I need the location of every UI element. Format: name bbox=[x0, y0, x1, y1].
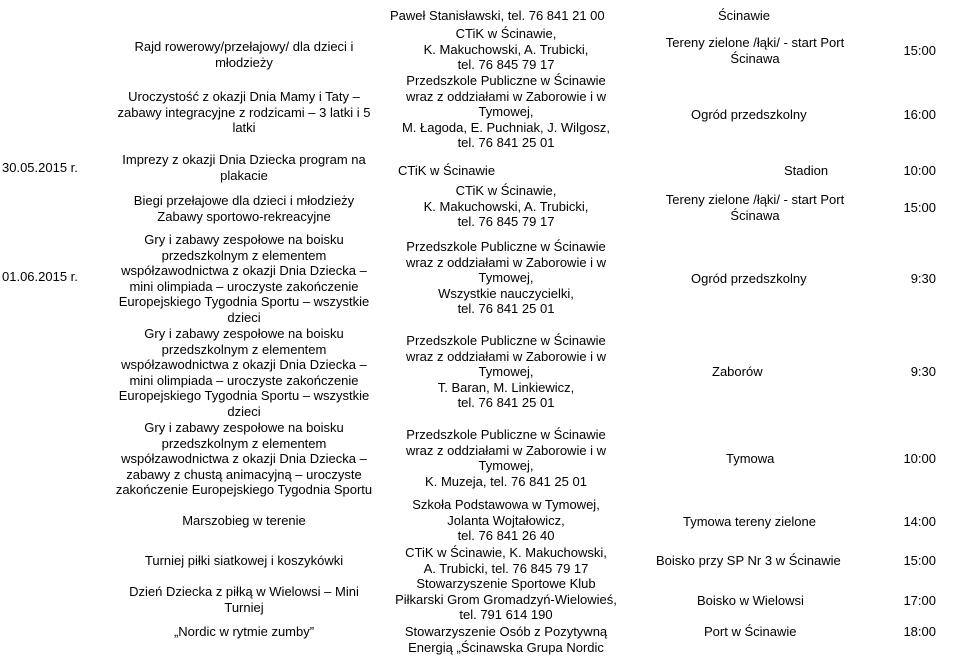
organizer-cell: CTiK w Ścinawie, K. Makuchowski, A. Trubicki, tel. 76 845 79 17 bbox=[423, 26, 589, 72]
event-cell: Imprezy z okazji Dnia Dziecka program na plakacie bbox=[122, 152, 366, 183]
time-cell: 10:00 bbox=[903, 163, 936, 178]
organizer-cell: Szkoła Podstawowa w Tymowej, Jolanta Wojtałowicz, tel. 76 841 26 40 bbox=[412, 497, 600, 543]
event-cell: Biegi przełajowe dla dzieci i młodzieży Zabawy sportowo-rekreacyjne bbox=[133, 193, 355, 224]
event-cell: Marszobieg w terenie bbox=[182, 513, 306, 528]
time-cell: 18:00 bbox=[903, 624, 936, 639]
organizer-cell: Przedszkole Publiczne w Ścinawie wraz z oddziałami w Zaborowie i w Tymowej, T. Baran, M. Linkiewicz, tel. 76 841 25 01 bbox=[405, 333, 607, 410]
organizer-cell: Stowarzyszenie Osób z Pozytywną Energią „Ścinawska Grupa Nordic bbox=[404, 624, 608, 655]
event-cell: Gry i zabawy zespołowe na boisku przedszkolnym z elementem współzawodnictwa z okazji Dnia Dziecka – mini olimpiada – uroczyste zakończenie Europejskiego Tygodnia Sportu – wszystkie dzieci bbox=[118, 232, 370, 325]
event-cell: Gry i zabawy zespołowe na boisku przedszkolnym z elementem współzawodnictwa z okazji Dnia Dziecka – mini olimpiada – uroczyste zakończenie Europejskiego Tygodnia Sportu – wszystkie dzieci bbox=[118, 326, 370, 419]
time-cell: 9:30 bbox=[910, 271, 936, 286]
place-cell: Tereny zielone /łąki/ - start Port Ścinawa bbox=[665, 192, 845, 223]
date-cell: 30.05.2015 r. bbox=[2, 160, 78, 175]
time-cell: 10:00 bbox=[903, 451, 936, 466]
place-cell: Tymowa bbox=[726, 451, 775, 466]
time-cell: 15:00 bbox=[903, 43, 936, 58]
place-cell: Boisko przy SP Nr 3 w Ścinawie bbox=[656, 553, 841, 568]
place-cell: Ogród przedszkolny bbox=[691, 107, 807, 122]
event-cell: Dzień Dziecka z piłką w Wielowsi – Mini Turniej bbox=[129, 584, 359, 615]
time-cell: 17:00 bbox=[903, 593, 936, 608]
place-cell: Tereny zielone /łąki/ - start Port Ścinawa bbox=[665, 35, 845, 66]
organizer-cell: Stowarzyszenie Sportowe Klub Piłkarski Grom Gromadzyń-Wielowieś, tel. 791 614 190 bbox=[395, 576, 617, 622]
place-cell: Zaborów bbox=[712, 364, 763, 379]
time-cell: 15:00 bbox=[903, 200, 936, 215]
organizer-cell: CTiK w Ścinawie bbox=[398, 163, 496, 178]
event-cell: Rajd rowerowy/przełajowy/ dla dzieci i młodzieży bbox=[134, 39, 354, 70]
date-cell: 01.06.2015 r. bbox=[2, 269, 78, 284]
place-cell: Stadion bbox=[784, 163, 829, 178]
place-cell: Tymowa tereny zielone bbox=[683, 514, 816, 529]
event-cell: „Nordic w rytmie zumby” bbox=[173, 624, 315, 639]
time-cell: 16:00 bbox=[903, 107, 936, 122]
organizer-cell: CTiK w Ścinawie, K. Makuchowski, A. Trubicki, tel. 76 845 79 17 bbox=[423, 183, 589, 229]
organizer-cell: CTiK w Ścinawie, K. Makuchowski, A. Trubicki, tel. 76 845 79 17 bbox=[405, 545, 607, 576]
event-cell: Gry i zabawy zespołowe na boisku przedszkolnym z elementem współzawodnictwa z okazji Dnia Dziecka – zabawy z chustą animacyjną – uroczyste zakończenie Europejskiego Tygodnia Sportu bbox=[115, 420, 373, 497]
time-cell: 15:00 bbox=[903, 553, 936, 568]
organizer-cell: Przedszkole Publiczne w Ścinawie wraz z oddziałami w Zaborowie i w Tymowej, M. Łagoda, E. Puchniak, J. Wilgosz, tel. 76 841 25 01 bbox=[401, 73, 611, 150]
place-cell: Boisko w Wielowsi bbox=[697, 593, 804, 608]
place-cell: Ścinawie bbox=[718, 8, 771, 23]
place-cell: Ogród przedszkolny bbox=[691, 271, 807, 286]
organizer-cell: Przedszkole Publiczne w Ścinawie wraz z oddziałami w Zaborowie i w Tymowej, Wszystkie nauczycielki, tel. 76 841 25 01 bbox=[405, 239, 607, 316]
organizer-cell: Przedszkole Publiczne w Ścinawie wraz z oddziałami w Zaborowie i w Tymowej, K. Muzeja, tel. 76 841 25 01 bbox=[405, 427, 607, 489]
time-cell: 9:30 bbox=[910, 364, 936, 379]
organizer-cell: Paweł Stanisławski, tel. 76 841 21 00 bbox=[390, 8, 605, 23]
time-cell: 14:00 bbox=[903, 514, 936, 529]
event-cell: Turniej piłki siatkowej i koszykówki bbox=[144, 553, 344, 568]
event-cell: Uroczystość z okazji Dnia Mamy i Taty – zabawy integracyjne z rodzicami – 3 latki i 5 latki bbox=[117, 89, 371, 135]
place-cell: Port w Ścinawie bbox=[704, 624, 797, 639]
